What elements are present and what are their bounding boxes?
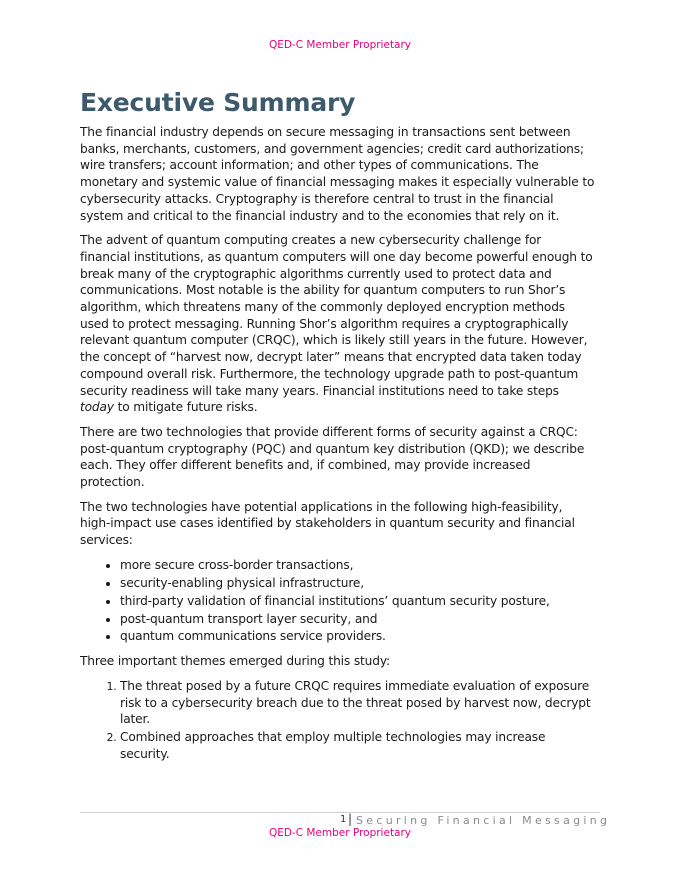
main-content: [80, 88, 595, 770]
list-item: 2. Combined approaches that employ multiple technologies may increase security.: [120, 729, 595, 762]
emphasis-today: today: [80, 400, 114, 415]
themes-list: [80, 678, 595, 763]
list-item: • security-enabling physical infrastructure,: [120, 575, 595, 592]
footer-divider: [80, 812, 600, 813]
list-item: 1. The threat posed by a future CRQC requires immediate evaluation of exposure risk to a cybersecurity breach due to the threat posed by harvest now, decrypt later.: [120, 678, 595, 728]
paragraph-use-cases-intro: The two technologies have potential applications in the following high-feasibility, high-impact use cases identified by stakeholders in quantum security and financial services:: [80, 499, 575, 548]
paragraph-quantum-threat-end: to mitigate future risks.: [113, 400, 258, 415]
footer-page-number: 1: [340, 814, 347, 825]
list-item: • post-quantum transport layer security, and: [120, 611, 595, 628]
list-item: • more secure cross-border transactions,: [120, 557, 595, 574]
paragraph-quantum-threat: [80, 232, 595, 416]
paragraph-technologies: There are two technologies that provide different forms of security against a CRQC: post-quantum cryptography (PQC) and quantum key distribution (QKD); we describe each. They offer different benefits and, if combined, may provide increased protection.: [80, 424, 585, 490]
list-item: • third-party validation of financial institutions’ quantum security posture,: [120, 593, 595, 610]
paragraph-financial-messaging: The financial industry depends on secure messaging in transactions sent between banks, merchants, customers, and government agencies; credit card authorizations; wire transfers; account information; and other types of communications. The monetary and systemic value of financial messaging makes it especially vulnerable to cybersecurity attacks. Cryptography is therefore central to trust in the financial system and critical to the financial industry and to the economies that rely on it.: [80, 125, 595, 223]
footer-separator: |: [348, 812, 353, 826]
footer-proprietary-notice: QED-C Member Proprietary: [268, 827, 412, 839]
paragraph-quantum-threat-text: The advent of quantum computing creates a new cybersecurity challenge for financial institutions, as quantum computers will one day become powerful enough to break many of the cryptographic algorithms currently used to protect data and communications. Most notable is the ability for quantum computers to run Shor’s algorithm, which threatens many of the commonly deployed encryption methods used to protect messaging. Running Shor’s algorithm requires a cryptographically relevant quantum computer (CRQC), which is likely still years in the future. However, the concept of “harvest now, decrypt later” means that encrypted data taken today compound overall risk. Furthermore, the technology upgrade path to post-quantum security readiness will take many years. Financial institutions need to take steps: [80, 233, 593, 398]
use-case-list: [80, 557, 595, 645]
paragraph-themes-intro: Three important themes emerged during this study:: [80, 654, 390, 669]
page-title: Executive Summary: [80, 88, 356, 117]
list-item: • quantum communications service providers.: [120, 628, 595, 645]
header-proprietary-notice: QED-C Member Proprietary: [268, 39, 412, 51]
footer-document-title: Securing Financial Messaging: [356, 814, 611, 827]
